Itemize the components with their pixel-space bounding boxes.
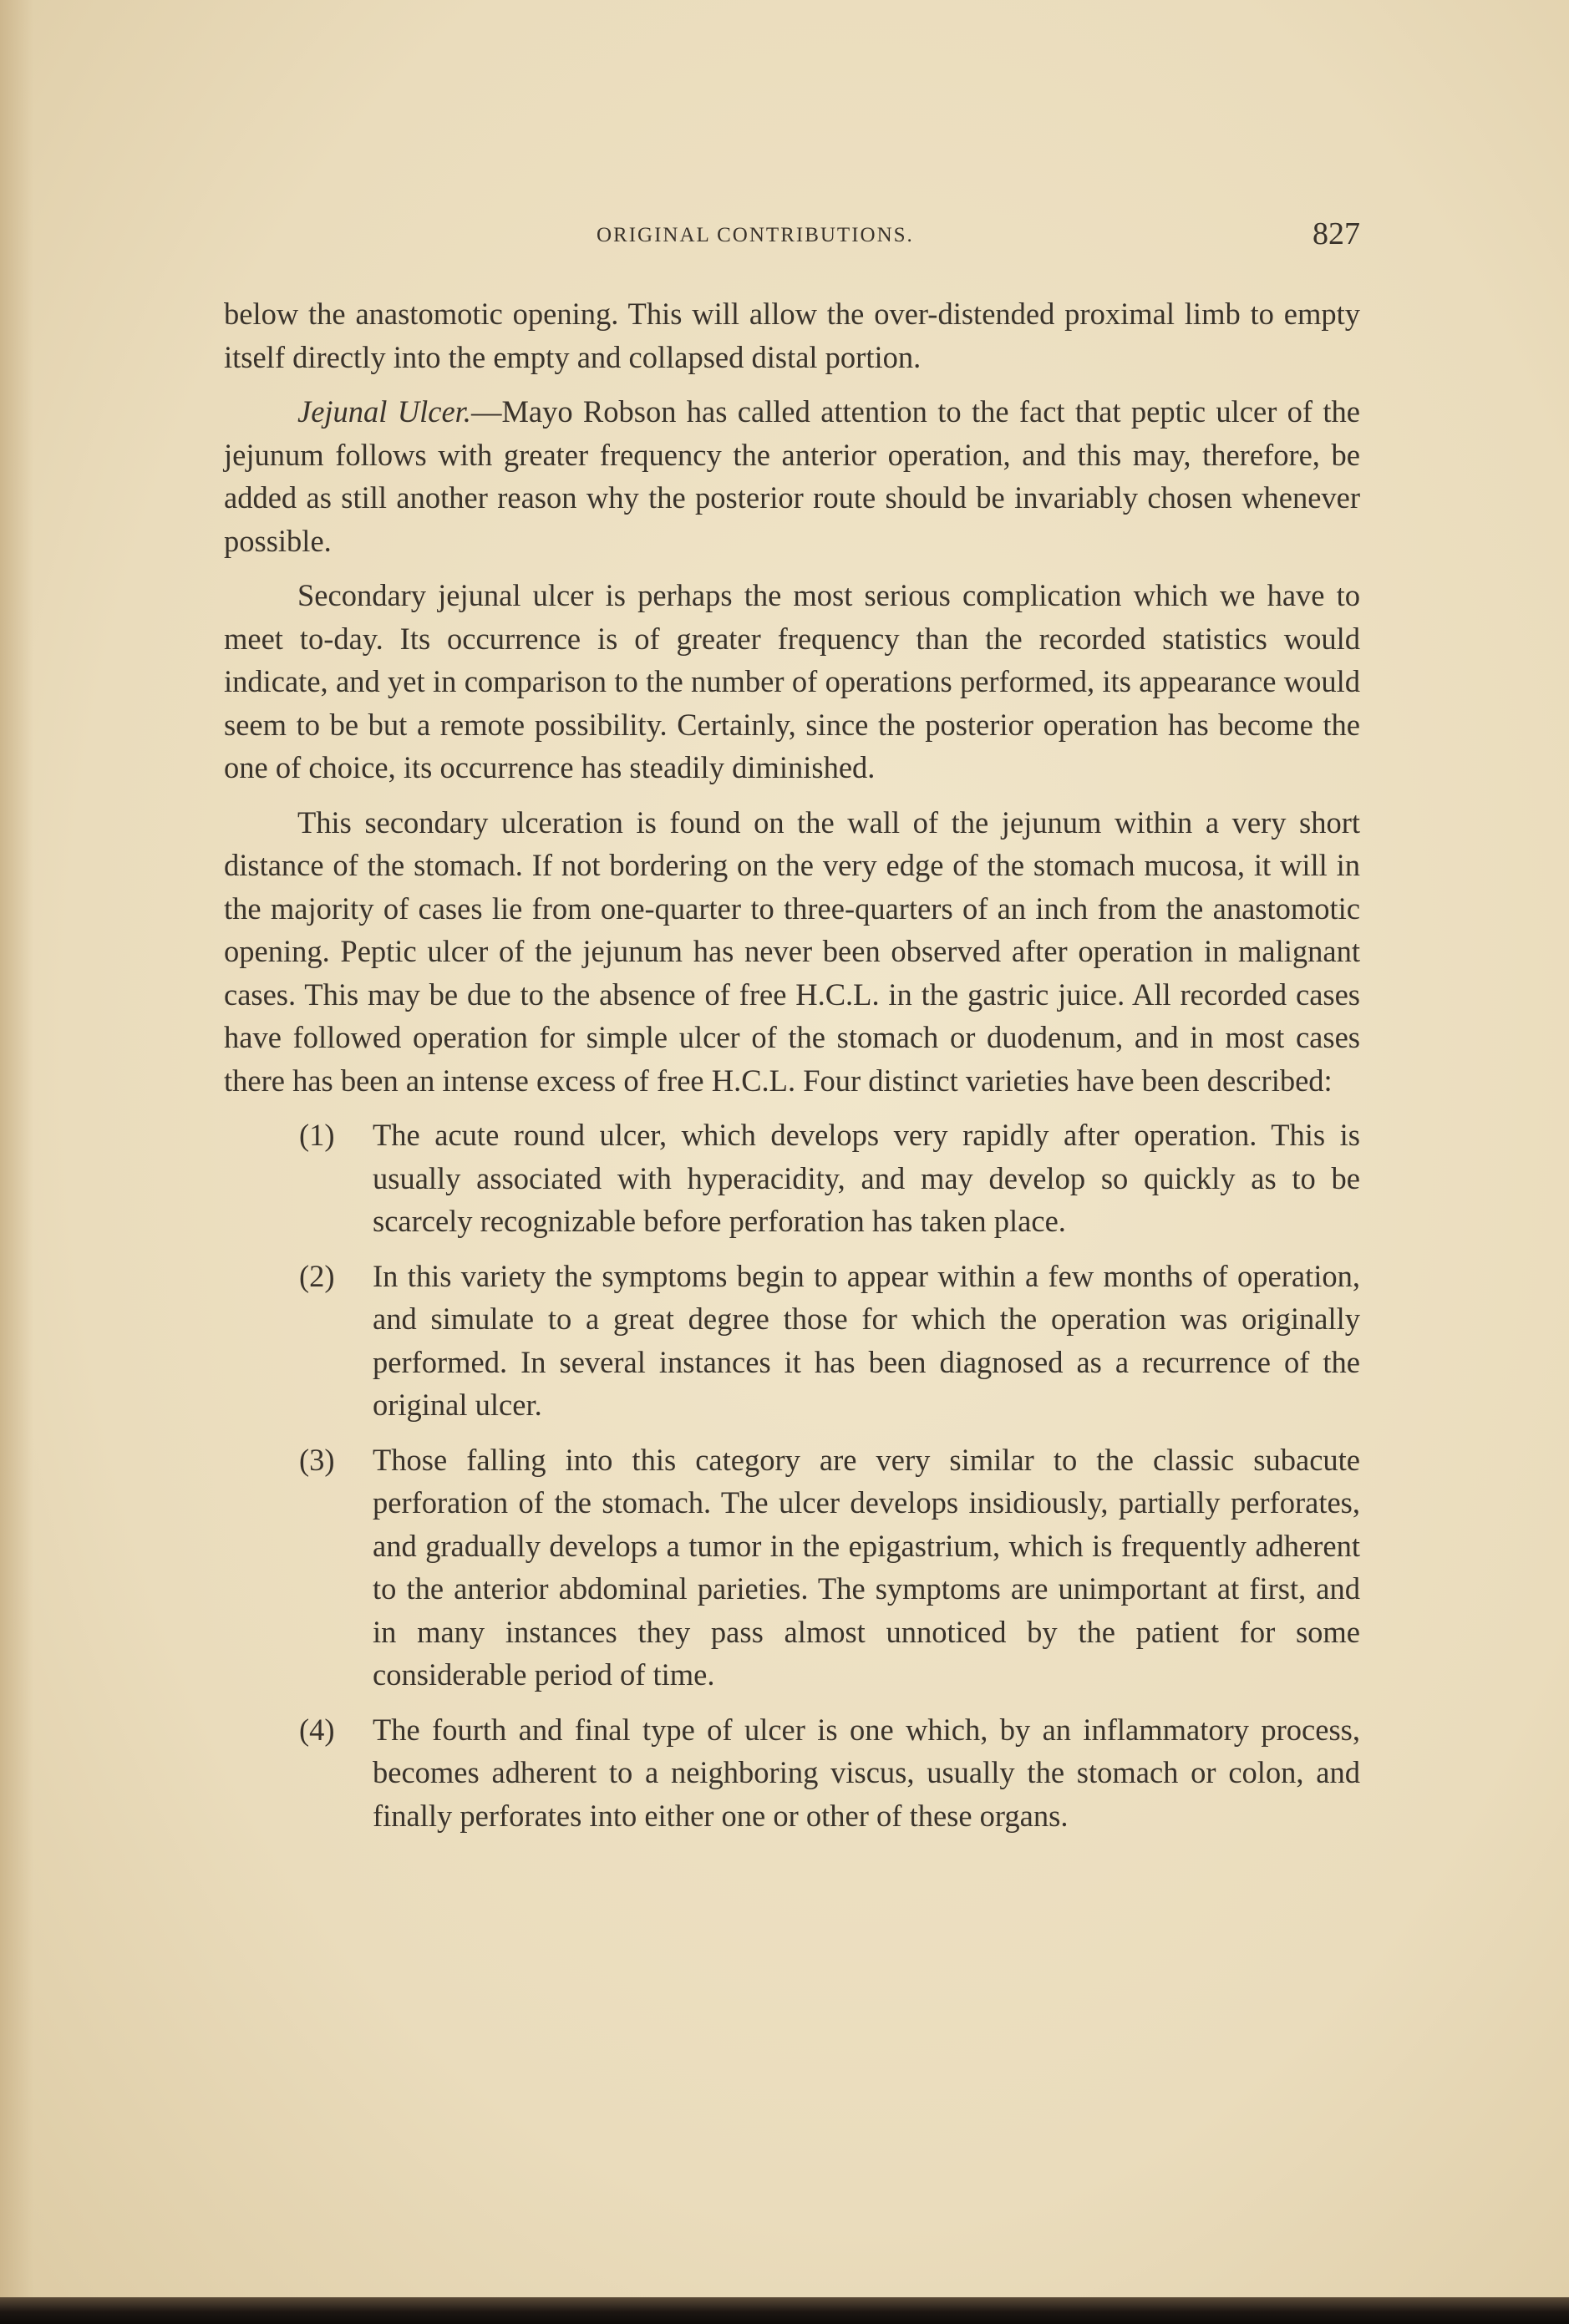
page-header <box>224 216 1360 266</box>
page-gutter-shadow <box>0 0 33 2324</box>
list-item-text: Those falling into this category are very similar to the classic subacute perforation of the stomach. The ulcer develops insidiously, partially perforates, and gradually develops a tumor in the epigastrium, which is frequently adherent to the anterior abdominal parieties. The symptoms are unimportant at first, and in many instances they pass almost unnoticed by the patient for some considerable period of time. <box>373 1442 1360 1692</box>
page-number: 827 <box>1313 216 1360 251</box>
list-item-text: The acute round ulcer, which develops very rapidly after operation. This is usually associated with hyperacidity, and may develop so quickly as to be scarcely recognizable before perforation has taken place. <box>373 1118 1360 1238</box>
list-item <box>224 1439 1360 1697</box>
list-item-text: In this variety the symptoms begin to appear within a few months of operation, and simulate to a great degree those for which the operation was originally performed. In several instances it has been diagnosed as a recurrence of the original ulcer. <box>373 1258 1360 1422</box>
list-item-number: (2) <box>299 1258 335 1293</box>
paragraph-continuation: below the anastomotic opening. This will allow the over-distended proximal limb to empty itself directly into the empty and collapsed distal portion. <box>224 297 1360 374</box>
body-text <box>224 292 1360 1849</box>
varieties-list <box>224 1114 1360 1837</box>
list-item-number: (4) <box>299 1712 335 1747</box>
paragraph-secondary-ulcer: Secondary jejunal ulcer is perhaps the most serious complication which we have to meet to-day. Its occurrence is of greater frequency than the recorded statistics would indicate, and yet in comparison to the number of operations performed, its appearance would seem to be but a remote possibility. Certainly, since the posterior operation has become the one of choice, its occurrence has steadily diminished. <box>224 578 1360 784</box>
running-head: ORIGINAL CONTRIBUTIONS. <box>597 224 914 246</box>
paragraph-jejunal-ulcer <box>224 390 1360 562</box>
section-heading-jejunal-ulcer: Jejunal Ulcer. <box>297 394 471 429</box>
paragraph-ulceration-location: This secondary ulceration is found on the wall of the jejunum within a very short distance of the stomach. If not bordering on the very edge of the stomach mucosa, it will in the majority of cases lie from one-quarter to three-quarters of an inch from the anastomotic opening. Peptic ulcer of the jejunum has never been observed after operation in malignant cases. This may be due to the absence of free H.C.L. in the gastric juice. All recorded cases have followed operation for simple ulcer of the stomach or duodenum, and in most cases there has been an intense excess of free H.C.L. Four distinct varieties have been described: <box>224 804 1360 1098</box>
list-item <box>224 1708 1360 1838</box>
paragraph-text: —Mayo Robson has called attention to the fact that peptic ulcer of the jejunum follows with greater frequency the anterior operation, and this may, therefore, be added as still another reason why the posterior route should be invariably chosen whenever possible. <box>224 394 1360 558</box>
list-item-number: (1) <box>299 1118 335 1152</box>
list-item <box>224 1255 1360 1427</box>
list-item-number: (3) <box>299 1442 335 1477</box>
page-bottom-edge <box>0 2297 1569 2324</box>
list-item <box>224 1114 1360 1243</box>
list-item-text: The fourth and final type of ulcer is one which, by an inflammatory process, becomes adherent to a neighboring viscus, usually the stomach or colon, and finally perforates into either one or other of these organs. <box>373 1712 1360 1833</box>
